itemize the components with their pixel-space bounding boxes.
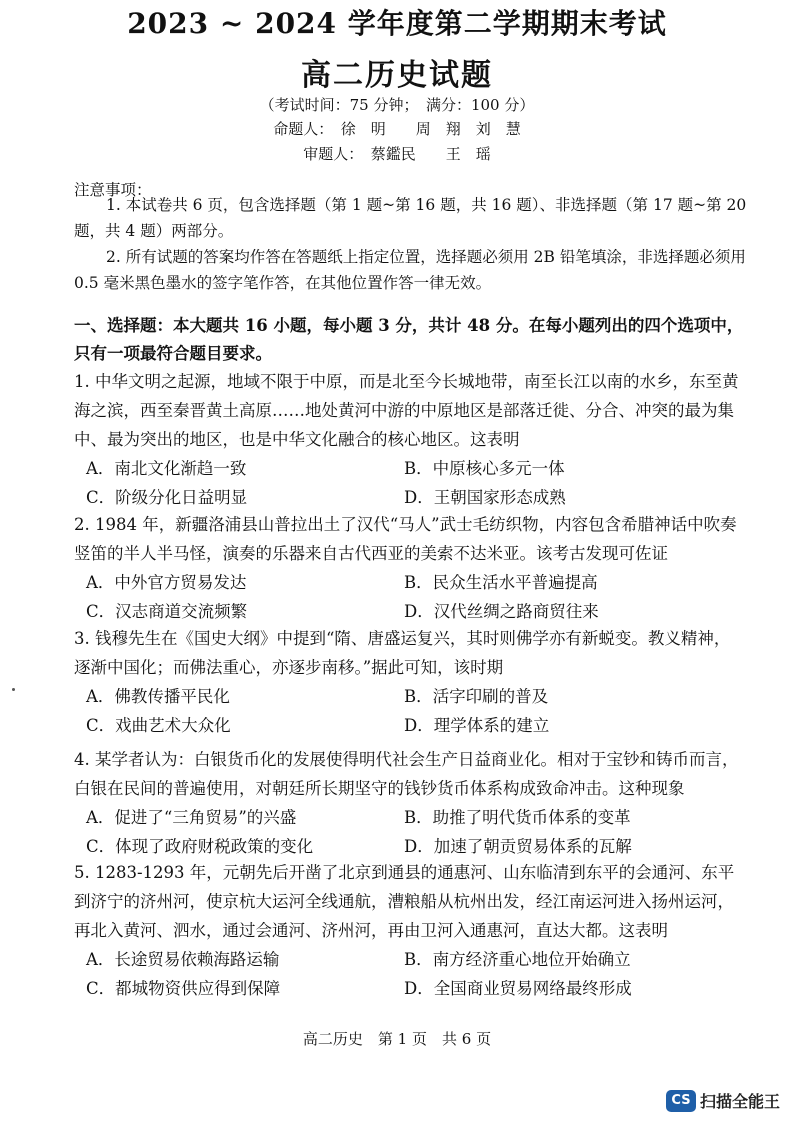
subject-title: 高二历史试题	[301, 58, 493, 93]
note-item-1: 1. 本试卷共 6 页，包含选择题（第 1 题~第 16 题，共 16 题）、非选择题（第 17 题~第 20 题，共 4 题）两部分。	[74, 196, 747, 240]
option-b: B．南方经济重心地位开始确立	[404, 950, 631, 969]
option-d: D．全国商业贸易网络最终形成	[404, 979, 632, 998]
question-stem: 1. 中华文明之起源，地域不限于中原，而是北至今长城地带，南至长江以南的水乡，东至黄海之滨，西至秦晋黄土高原……地处黄河中游的中原地区是部落迁徙、分合、冲突的最为集中、最为突出的地区，也是中华文化融合的核心地区。这表明	[74, 372, 739, 449]
question-stem: 4. 某学者认为：白银货币化的发展使得明代社会生产日益商业化。相对于宝钞和铸币而言，白银在民间的普遍使用，对朝廷所长期坚守的钱钞货币体系构成致命冲击。这种现象	[74, 750, 739, 798]
option-b: B．助推了明代货币体系的变革	[404, 808, 631, 827]
option-a: A．长途贸易依赖海路运输	[86, 950, 280, 969]
authors: 命题人： 徐 明 周 翔 刘 慧	[273, 120, 521, 138]
option-b: B．民众生活水平普遍提高	[404, 573, 598, 592]
option-a: A．促进了“三角贸易”的兴盛	[86, 808, 297, 827]
option-c: C．戏曲艺术大众化	[86, 716, 231, 735]
exam-info: （考试时间：75 分钟； 满分：100 分）	[259, 96, 535, 114]
options	[74, 803, 744, 861]
options	[74, 454, 744, 512]
question-4	[74, 745, 744, 861]
option-c: C．体现了政府财税政策的变化	[86, 837, 314, 856]
option-c: C．阶级分化日益明显	[86, 488, 248, 507]
option-d: D．理学体系的建立	[404, 716, 550, 735]
option-a: A．南北文化渐趋一致	[86, 459, 247, 478]
option-a: A．中外官方贸易发达	[86, 573, 247, 592]
options	[74, 945, 744, 1003]
notes-heading: 注意事项：	[74, 181, 152, 199]
option-c: C．都城物资供应得到保障	[86, 979, 281, 998]
scanner-watermark	[666, 1089, 780, 1112]
option-b: B．中原核心多元一体	[404, 459, 565, 478]
options	[74, 568, 744, 626]
scan-speck	[12, 688, 15, 691]
question-2	[74, 510, 744, 626]
exam-title: 2023 ~ 2024 学年度第二学期期末考试	[127, 7, 667, 40]
option-d: D．汉代丝绸之路商贸往来	[404, 602, 599, 621]
camscanner-logo-icon: CS	[666, 1090, 696, 1112]
question-3	[74, 624, 744, 740]
reviewers: 审题人： 蔡鑑民 王 瑶	[303, 145, 491, 163]
page-footer: 高二历史 第 1 页 共 6 页	[302, 1030, 492, 1048]
option-d: D．王朝国家形态成熟	[404, 488, 566, 507]
options	[74, 682, 744, 740]
note-item-2: 2. 所有试题的答案均作答在答题纸上指定位置，选择题必须用 2B 铅笔填涂，非选择题必须用 0.5 毫米黑色墨水的签字笔作答，在其他位置作答一律无效。	[74, 248, 746, 292]
question-stem: 2. 1984 年，新疆洛浦县山普拉出土了汉代“马人”武士毛纺织物，内容包含希腊神话中吹奏竖笛的半人半马怪，演奏的乐器来自古代西亚的美索不达米亚。该考古发现可佐证	[74, 515, 737, 563]
question-1	[74, 367, 744, 512]
section-heading: 一、选择题：本大题共 16 小题，每小题 3 分，共计 48 分。在每小题列出的四个选项中，只有一项最符合题目要求。	[74, 316, 744, 363]
question-stem: 3. 钱穆先生在《国史大纲》中提到“隋、唐盛运复兴，其时则佛学亦有新蜕变。教义精神，逐渐中国化；而佛法重心，亦逐步南移。”据此可知，该时期	[74, 629, 731, 677]
option-c: C．汉志商道交流频繁	[86, 602, 248, 621]
option-d: D．加速了朝贡贸易体系的瓦解	[404, 837, 632, 856]
question-5	[74, 858, 744, 1003]
option-b: B．活字印刷的普及	[404, 687, 549, 706]
watermark-text: 扫描全能王	[699, 1092, 780, 1111]
question-stem: 5. 1283-1293 年，元朝先后开凿了北京到通县的通惠河、山东临清到东平的会通河、东平到济宁的济州河，使京杭大运河全线通航，漕粮船从杭州出发，经江南运河进入扬州运河，再北入黄河、泗水，通过会通河、济州河，再由卫河入通惠河，直达大都。这表明	[74, 863, 735, 940]
option-a: A．佛教传播平民化	[86, 687, 230, 706]
